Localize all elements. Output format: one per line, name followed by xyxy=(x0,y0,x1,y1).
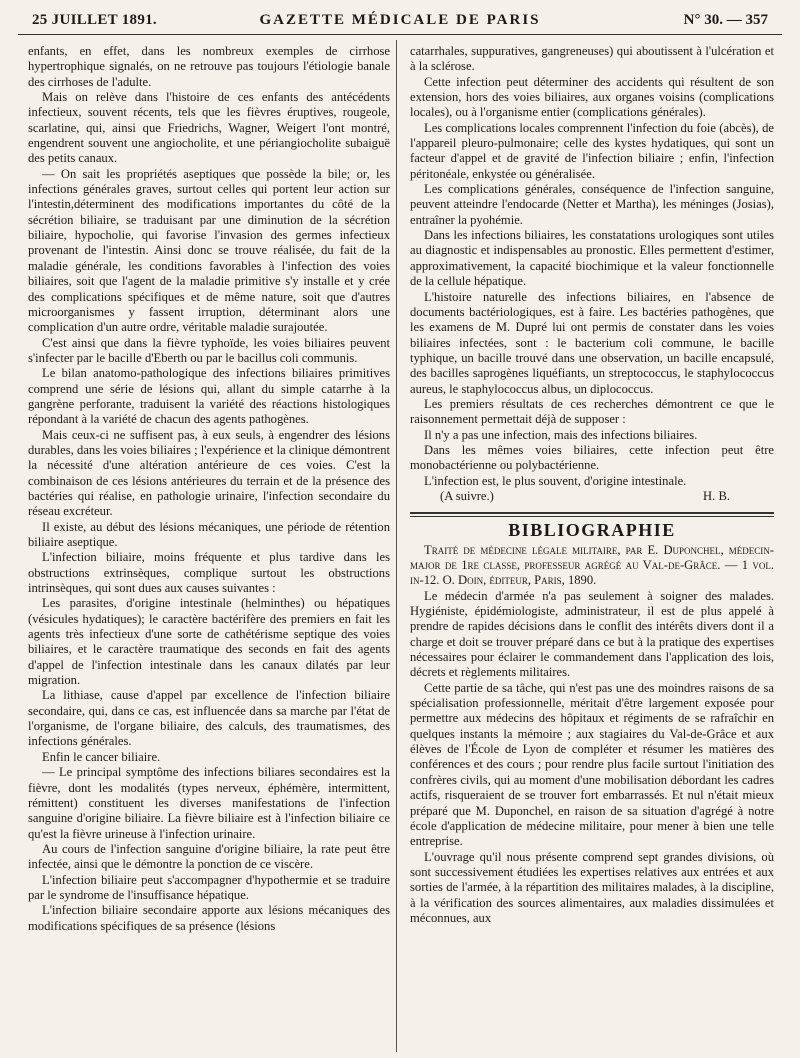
paragraph: Les parasites, d'origine intestinale (helminthes) ou hépatiques (vésicules hydatiques); le caractère bactérifère des premiers en fait les agents très infectieux d'une sorte de cathétérisme septique des voies biliaires, et le caractère traumatique des seconds en fait des agents d'appel de l'infection intestinale dans les canaux dilatés par leur migration. xyxy=(28,596,390,688)
paragraph: L'infection est, le plus souvent, d'origine intestinale. xyxy=(424,473,687,488)
book-review xyxy=(410,543,774,927)
author-signature: H. B. xyxy=(703,488,730,503)
paragraph: L'histoire naturelle des infections biliaires, en l'absence de documents bactériologiques, est à faire. Les bactéries pathogènes, que les examens de M. Dupré lui ont permis de constater dans les voies biliaires infectées, sont : le bacterium coli commune, le bacille typhique, un bacille trouvé dans une observation, un bacille encapsulé, des bacilles saprogènes liquéfiants, un streptococcus, le staphylococcus aureus, le staphylococcus albus, un diplococcus. xyxy=(410,289,774,396)
to-be-continued: (A suivre.) xyxy=(440,488,494,503)
header-rule xyxy=(18,34,782,35)
paragraph: Il n'y a pas une infection, mais des infections biliaires. xyxy=(424,427,698,442)
issue-page-number: N° 30. — 357 xyxy=(683,12,768,28)
paragraph: Le bilan anatomo-pathologique des infections biliaires primitives comprend une série de lésions qui, allant du simple catarrhe à la gangrène perforante, traduisent la variété des réactions histologiques répondant à la variété de chacun des agents pathogènes. xyxy=(28,366,390,427)
page-header xyxy=(18,10,782,32)
paragraph: Mais ceux-ci ne suffisent pas, à eux seuls, à engendrer des lésions durables, dans les voies biliaires ; l'expérience et la clinique démontrent la nécessité d'une altération antérieure de ces voies. C'est la combinaison de ces lésions antérieures du terrain et de la présence des bactéries qui réalise, en pathologie urinaire, l'infection secondaire du réseau excréteur. xyxy=(28,427,390,519)
paragraph: Mais on relève dans l'histoire de ces enfants des antécédents infectieux, souvent récents, tels que les fièvres éruptives, rougeole, scarlatine, qui, ainsi que Friedrichs, Wagner, Weigert l'ont montré, engendrent souvent une angiocholite, et une périangiocholite subaiguë des petits canaux. xyxy=(28,90,390,166)
paragraph: Les complications générales, conséquence de l'infection sanguine, peuvent atteindre l'endocarde (Netter et Martha), les méninges (Josias), entraîner la pyohémie. xyxy=(410,182,774,227)
paragraph: — On sait les propriétés aseptiques que possède la bile; or, les infections générales graves, surtout celles qui portent leur action sur l'intestin,déterminent des modifications importantes du côté de la sécrétion biliaire, se traduisant par une diminution de la sécrétion biliaire, hypocholie, qui favorise l'invasion des germes infectieux provenant de l'intestin. Ainsi donc se trouve réalisée, du fait de la maladie générale, les conditions favorables à l'infection des voies biliaires, soit que l'agent de la maladie primitive s'y installe et y crée des complications spécifiques et de même nature, soit que d'autres microorganismes y fassent irruption, déterminant alors une complication d'un autre ordre, véritable maladie surajoutée. xyxy=(28,166,390,335)
paragraph: La lithiase, cause d'appel par excellence de l'infection biliaire secondaire, qui, dans ce cas, est influencée dans sa marche par l'état de l'organisme, de l'organe biliaire, des calculs, des traumatismes, des infections générales. xyxy=(28,688,390,749)
paragraph: Les complications locales comprennent l'infection du foie (abcès), de l'appareil pleuro-pulmonaire; celle des kystes hydatiques, qui sont un facteur d'appel et de gravité de l'infection biliaire ; enfin, l'infection péritonéale, enkystée ou généralisée. xyxy=(410,120,774,181)
paragraph: L'ouvrage qu'il nous présente comprend sept grandes divisions, où sont successivement étudiées les expertises relatives aux entrées et aux sorties de l'armée, à la répartition des militaires malades, à la discipline, à la vérification des sources alimentaires, aux maladies dissimulées et méconnues, aux xyxy=(410,849,774,925)
paragraph: Dans les infections biliaires, les constatations urologiques sont utiles au diagnostic et indispensables au pronostic. Elles permettent d'estimer, approximativement, la capacité biochimique et la valeur fonctionnelle de la cellule hépatique. xyxy=(410,228,774,289)
book-title: Traité de médecine légale militaire, par E. Duponchel, médecin-major de 1re classe, professeur agrégé au Val-de-Grâce. — 1 vol. in-12. O. Doin, éditeur, Paris, 1890. xyxy=(410,542,774,588)
paragraph: enfants, en effet, dans les nombreux exemples de cirrhose hypertrophique signalés, on ne retrouve pas toujours l'étiologie banale des cirrhoses de l'adulte. xyxy=(28,44,390,89)
section-rule xyxy=(410,512,774,514)
article-footer xyxy=(410,489,774,504)
paragraph: Dans les mêmes voies biliaires, cette infection peut être monobactérienne ou polybactérienne. xyxy=(410,442,774,473)
paragraph: Au cours de l'infection sanguine d'origine biliaire, la rate peut être infectée, ainsi que le démontre la ponction de ce viscère. xyxy=(28,841,390,872)
paragraph: Les premiers résultats de ces recherches démontrent ce que le raisonnement permettait déjà de supposer : xyxy=(410,396,774,427)
paragraph: L'infection biliaire, moins fréquente et plus tardive dans les obstructions extrinsèques, complique surtout les obstructions intrinsèques, qui sont dues aux causes suivantes : xyxy=(28,550,390,596)
paragraph: — Le principal symptôme des infections biliares secondaires est la fièvre, dont les modalités (types nerveux, éphémère, intermittent, rémittent) constituent les diverses manifestations de l'infection sanguine d'origine biliaire. La fièvre biliaire est à l'infection biliaire ce qu'est la fièvre urineuse à l'infection urinaire. xyxy=(28,765,390,841)
paragraph: Le médecin d'armée n'a pas seulement à soigner des malades. Hygiéniste, épidémiologiste, administrateur, il est de plus appelé à prendre de rapides décisions dans le conflit des intérêts divers dont il a charge et doit se trouver préparé dans ce but à la pratique des expertises nécessaires pour éclairer le commandement dans l'application des lois, décrets et règlements militaires. xyxy=(410,588,774,680)
right-column xyxy=(410,44,774,1052)
left-column xyxy=(28,44,390,1052)
bibliography-heading: BIBLIOGRAPHIE xyxy=(508,520,676,541)
paragraph: L'infection biliaire secondaire apporte aux lésions mécaniques des modifications spécifiques de sa présence (lésions xyxy=(28,903,390,933)
paragraph: catarrhales, suppuratives, gangreneuses) qui aboutissent à l'ulcération et à la sclérose. xyxy=(410,44,774,74)
column-divider xyxy=(396,40,397,1052)
journal-title: GAZETTE MÉDICALE DE PARIS xyxy=(259,12,541,28)
paragraph: Enfin le cancer biliaire. xyxy=(42,749,161,764)
paragraph: Il existe, au début des lésions mécaniques, une période de rétention biliaire aseptique. xyxy=(28,519,390,549)
section-rule xyxy=(410,516,774,517)
paragraph: L'infection biliaire peut s'accompagner d'hypothermie et se traduire par le syndrome de l'insuffisance hépatique. xyxy=(28,872,390,902)
paragraph: Cette partie de sa tâche, qui n'est pas une des moindres raisons de sa spécialisation professionnelle, méritait d'être largement exposée pour permettre aux médecins des hôpitaux et régiments de se rafraîchir en quelques instants la mémoire ; aux stagiaires du Val-de-Grâce et aux élèves de l'École de Lyon de compléter et résumer les matières des conférences et des cours ; pour rendre plus facile surtout l'initiation des confrères civils, qui au moment d'une mobilisation débordant les cadres actifs, risqueraient de se trouver fort embarrassés. Et nul n'était mieux préparé que M. Duponchel, en raison de sa situation d'agrégé à notre école d'application de médecine militaire, pour mener à bien une telle entreprise. xyxy=(410,680,774,849)
paragraph: C'est ainsi que dans la fièvre typhoïde, les voies biliaires peuvent s'infecter par le bacille d'Eberth ou par le bacillus coli communis. xyxy=(28,335,390,365)
paragraph: Cette infection peut déterminer des accidents qui résultent de son extension, hors des voies biliaires, aux organes voisins (complications locales), ou à l'organisme entier (complications générales). xyxy=(410,74,774,120)
issue-date: 25 JUILLET 1891. xyxy=(32,12,157,28)
